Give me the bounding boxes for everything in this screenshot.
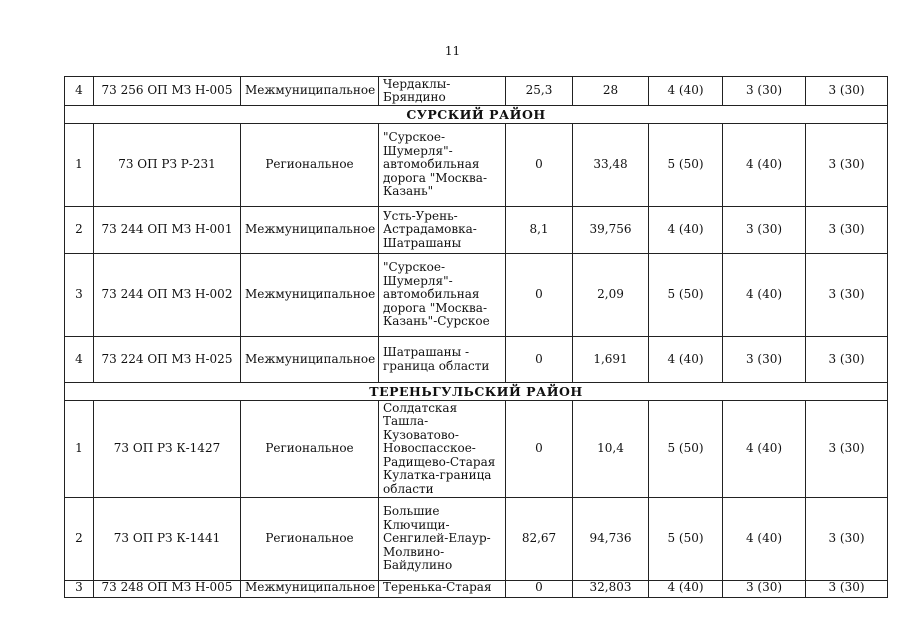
category-value-cell: 5 (50) xyxy=(649,124,723,207)
road-type-cell: Межмуниципальное xyxy=(241,77,379,106)
end-km-cell: 10,4 xyxy=(573,401,649,498)
road-type-cell: Межмуниципальное xyxy=(241,581,379,598)
table-row xyxy=(65,254,888,337)
start-km-cell: 82,67 xyxy=(506,498,573,581)
road-name-cell: Теренька-Старая xyxy=(379,581,506,598)
end-km-cell: 28 xyxy=(573,77,649,106)
road-id-cell: 73 244 ОП МЗ Н-002 xyxy=(94,254,241,337)
row-number-cell: 3 xyxy=(65,581,94,598)
district-title: ТЕРЕНЬГУЛЬСКИЙ РАЙОН xyxy=(65,383,888,401)
category-value-cell: 3 (30) xyxy=(806,581,888,598)
category-value-cell: 5 (50) xyxy=(649,254,723,337)
district-title: СУРСКИЙ РАЙОН xyxy=(65,106,888,124)
row-number-cell: 1 xyxy=(65,401,94,498)
category-value-cell: 4 (40) xyxy=(649,77,723,106)
road-id-cell: 73 248 ОП МЗ Н-005 xyxy=(94,581,241,598)
table-row xyxy=(65,77,888,106)
section-header-row xyxy=(65,106,888,124)
category-value-cell: 3 (30) xyxy=(723,581,806,598)
end-km-cell: 2,09 xyxy=(573,254,649,337)
table-row xyxy=(65,401,888,498)
row-number-cell: 4 xyxy=(65,77,94,106)
row-number-cell: 1 xyxy=(65,124,94,207)
road-type-cell: Межмуниципальное xyxy=(241,337,379,383)
road-name-cell: "Сурское-Шумерля"-автомобильная дорога "Москва-Казань" xyxy=(379,124,506,207)
road-name-cell: Усть-Урень-Астрадамовка-Шатрашаны xyxy=(379,207,506,254)
category-value-cell: 3 (30) xyxy=(806,207,888,254)
section-header-row xyxy=(65,383,888,401)
roads-table xyxy=(64,76,888,598)
category-value-cell: 5 (50) xyxy=(649,401,723,498)
road-id-cell: 73 ОП РЗ Р-231 xyxy=(94,124,241,207)
start-km-cell: 8,1 xyxy=(506,207,573,254)
page-number: 11 xyxy=(444,44,461,58)
category-value-cell: 3 (30) xyxy=(723,77,806,106)
row-number-cell: 3 xyxy=(65,254,94,337)
road-id-cell: 73 ОП РЗ К-1427 xyxy=(94,401,241,498)
road-name-cell: "Сурское-Шумерля"-автомобильная дорога "Москва-Казань"-Сурское xyxy=(379,254,506,337)
start-km-cell: 0 xyxy=(506,254,573,337)
road-id-cell: 73 ОП РЗ К-1441 xyxy=(94,498,241,581)
category-value-cell: 4 (40) xyxy=(723,254,806,337)
category-value-cell: 3 (30) xyxy=(723,207,806,254)
category-value-cell: 3 (30) xyxy=(806,401,888,498)
category-value-cell: 4 (40) xyxy=(649,207,723,254)
category-value-cell: 4 (40) xyxy=(649,581,723,598)
road-type-cell: Региональное xyxy=(241,401,379,498)
start-km-cell: 0 xyxy=(506,401,573,498)
start-km-cell: 0 xyxy=(506,581,573,598)
road-name-cell: Шатрашаны - граница области xyxy=(379,337,506,383)
category-value-cell: 4 (40) xyxy=(723,401,806,498)
category-value-cell: 4 (40) xyxy=(723,498,806,581)
end-km-cell: 33,48 xyxy=(573,124,649,207)
start-km-cell: 25,3 xyxy=(506,77,573,106)
end-km-cell: 1,691 xyxy=(573,337,649,383)
road-type-cell: Межмуниципальное xyxy=(241,254,379,337)
category-value-cell: 5 (50) xyxy=(649,498,723,581)
category-value-cell: 3 (30) xyxy=(806,77,888,106)
start-km-cell: 0 xyxy=(506,124,573,207)
road-id-cell: 73 244 ОП МЗ Н-001 xyxy=(94,207,241,254)
category-value-cell: 3 (30) xyxy=(806,254,888,337)
road-id-cell: 73 224 ОП МЗ Н-025 xyxy=(94,337,241,383)
table-row xyxy=(65,498,888,581)
road-name-cell: Чердаклы-Бряндино xyxy=(379,77,506,106)
category-value-cell: 3 (30) xyxy=(806,124,888,207)
end-km-cell: 32,803 xyxy=(573,581,649,598)
category-value-cell: 3 (30) xyxy=(723,337,806,383)
road-type-cell: Региональное xyxy=(241,498,379,581)
table-row xyxy=(65,337,888,383)
category-value-cell: 3 (30) xyxy=(806,498,888,581)
table-row xyxy=(65,581,888,598)
category-value-cell: 3 (30) xyxy=(806,337,888,383)
row-number-cell: 2 xyxy=(65,498,94,581)
end-km-cell: 39,756 xyxy=(573,207,649,254)
table-row xyxy=(65,207,888,254)
start-km-cell: 0 xyxy=(506,337,573,383)
row-number-cell: 4 xyxy=(65,337,94,383)
category-value-cell: 4 (40) xyxy=(723,124,806,207)
table-row xyxy=(65,124,888,207)
row-number-cell: 2 xyxy=(65,207,94,254)
road-type-cell: Межмуниципальное xyxy=(241,207,379,254)
road-name-cell: Большие Ключищи-Сенгилей-Елаур-Молвино-Байдулино xyxy=(379,498,506,581)
road-name-cell: Солдатская Ташла-Кузоватово-Новоспасское-Радищево-Старая Кулатка-граница области xyxy=(379,401,506,498)
category-value-cell: 4 (40) xyxy=(649,337,723,383)
road-id-cell: 73 256 ОП МЗ Н-005 xyxy=(94,77,241,106)
end-km-cell: 94,736 xyxy=(573,498,649,581)
road-type-cell: Региональное xyxy=(241,124,379,207)
